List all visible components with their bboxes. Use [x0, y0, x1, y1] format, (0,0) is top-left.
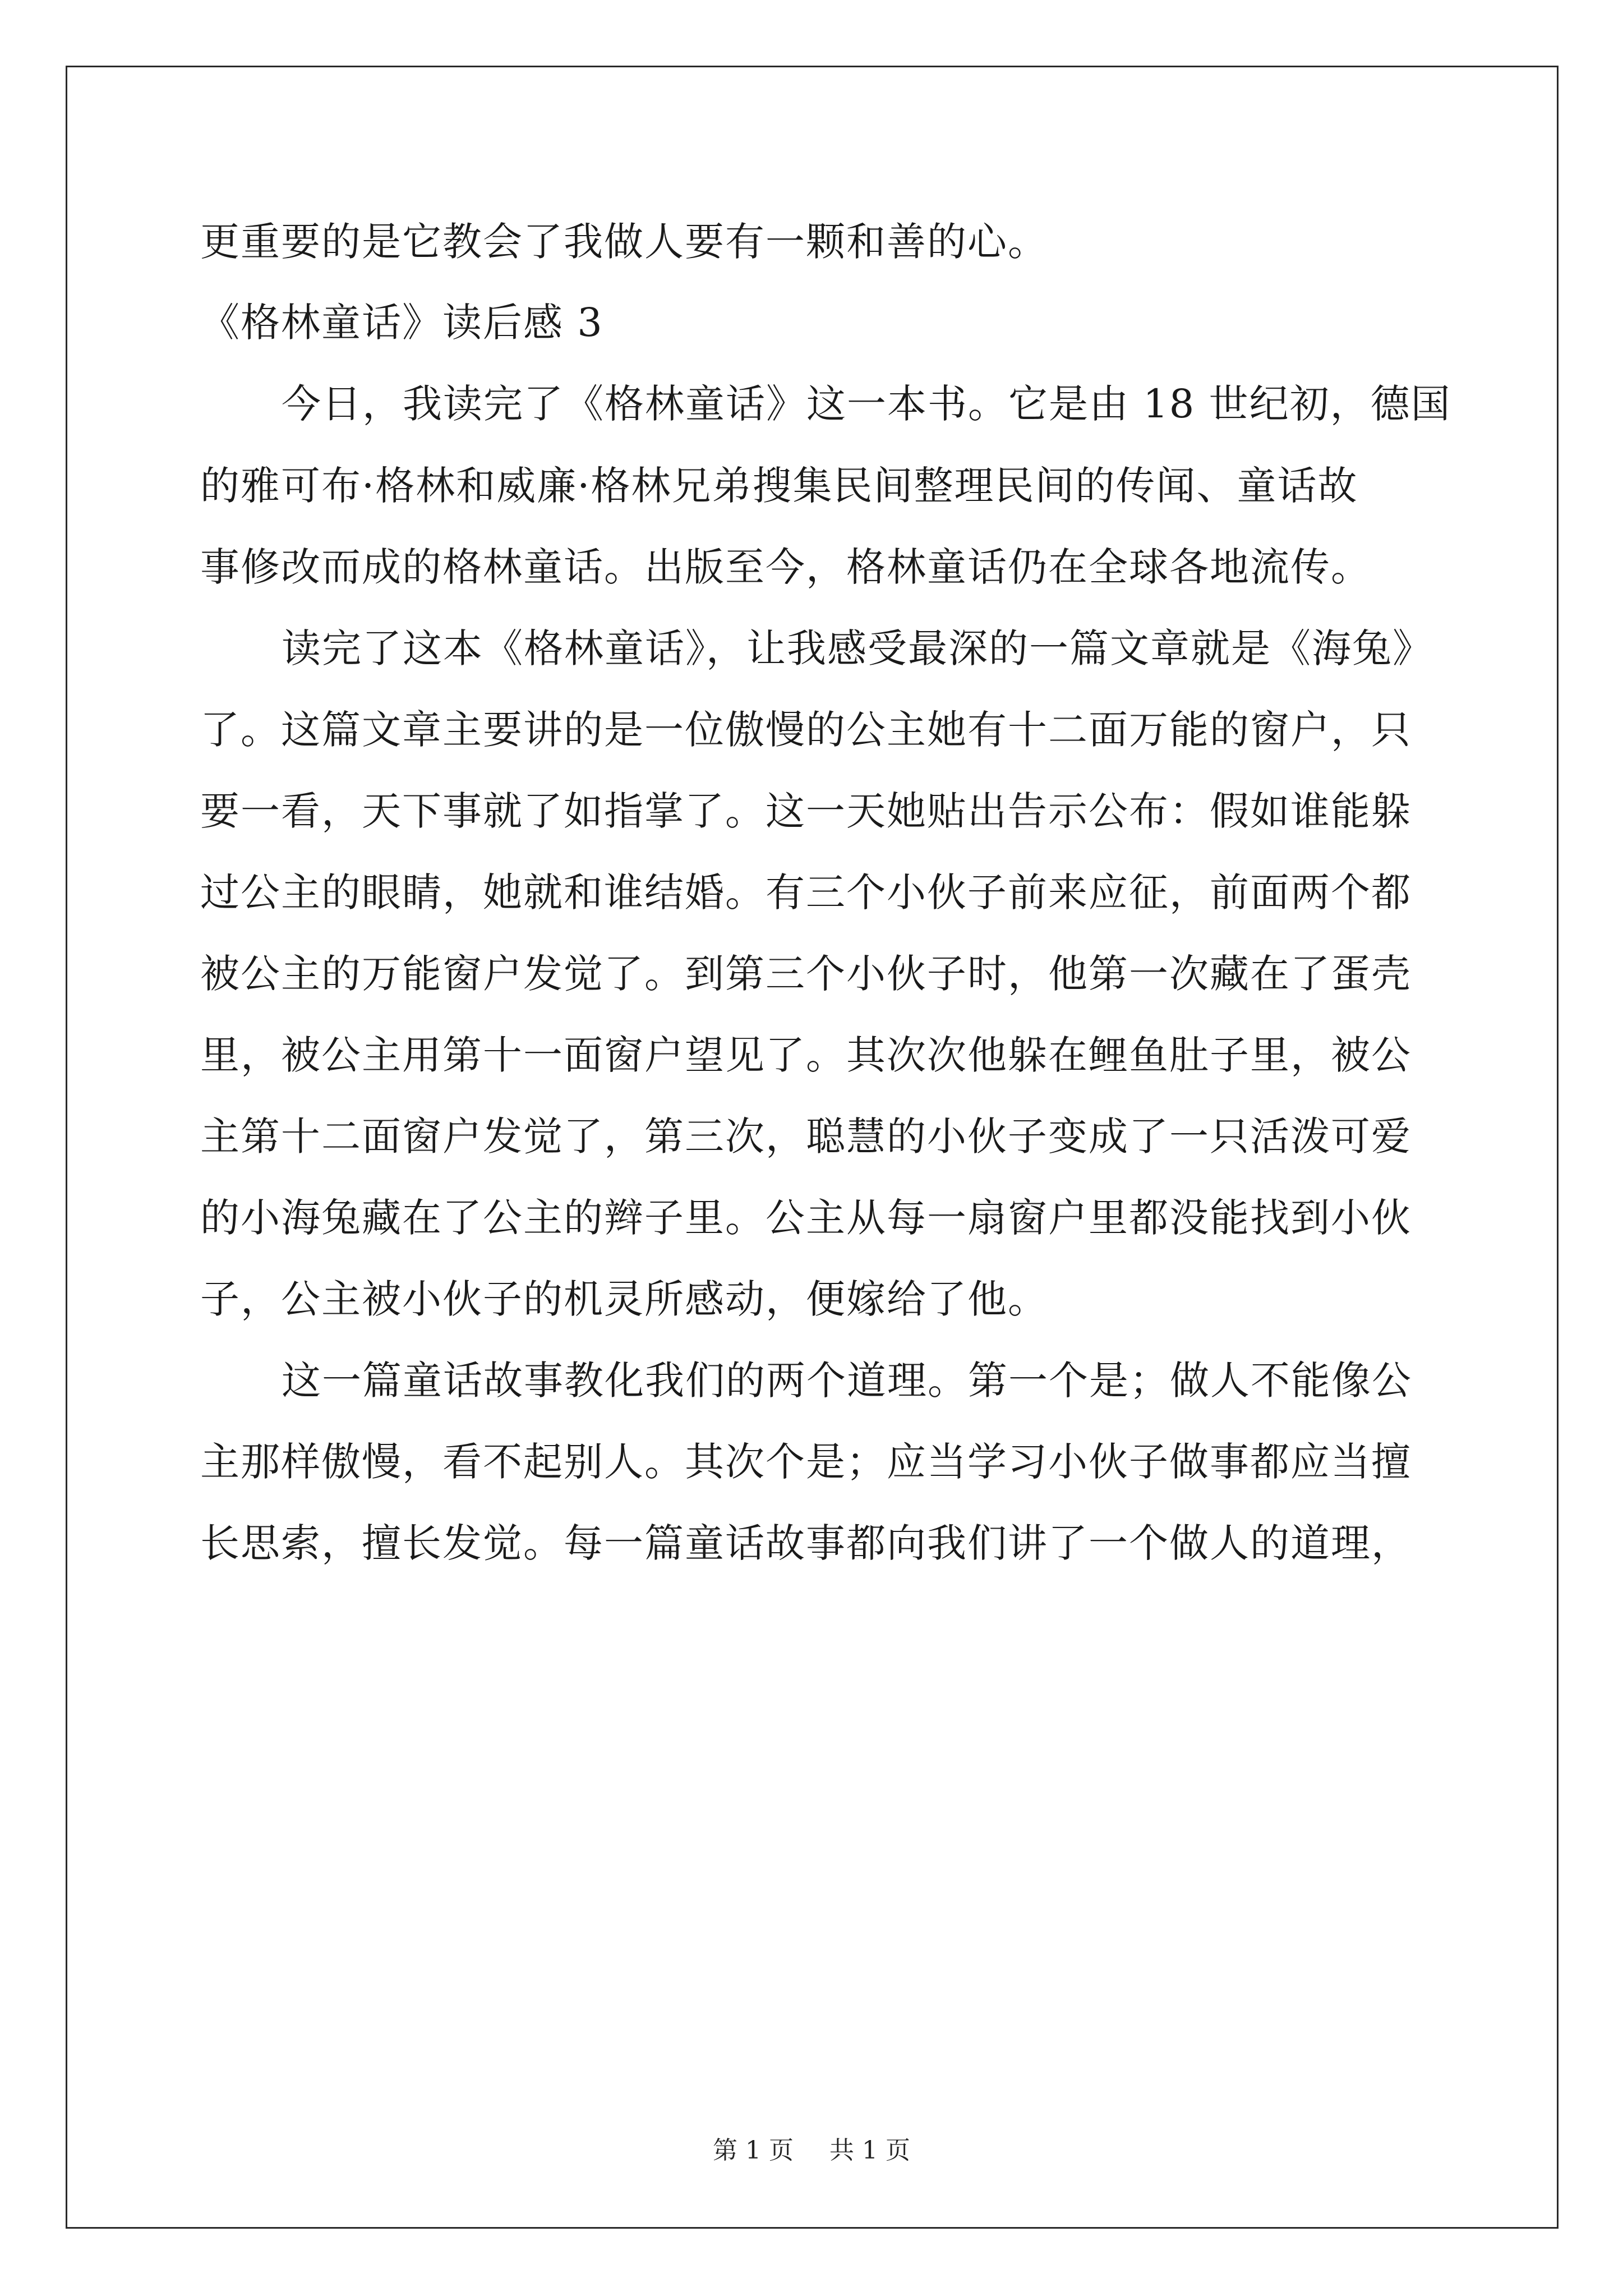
body-line: 更重要的是它教会了我做人要有一颗和善的心。: [200, 219, 1048, 265]
body-line: 今日，我读完了《格林童话》这一本书。它是由 18 世纪初，德国: [282, 381, 1451, 427]
body-line: 了。这篇文章主要讲的是一位傲慢的公主她有十二面万能的窗户，只: [200, 707, 1412, 753]
body-line: 长思索，擅长发觉。每一篇童话故事都向我们讲了一个做人的道理，: [200, 1520, 1412, 1566]
body-line: 主第十二面窗户发觉了，第三次，聪慧的小伙子变成了一只活泼可爱: [200, 1114, 1412, 1159]
body-line: 主那样傲慢，看不起别人。其次个是；应当学习小伙子做事都应当擅: [200, 1439, 1412, 1485]
body-line: 要一看，天下事就了如指掌了。这一天她贴出告示公布：假如谁能躲: [200, 788, 1412, 834]
body-line: 里，被公主用第十一面窗户望见了。其次次他躲在鲤鱼肚子里，被公: [200, 1032, 1412, 1078]
body-line: 这一篇童话故事教化我们的两个道理。第一个是；做人不能像公: [282, 1358, 1412, 1404]
page-footer: [0, 2134, 1623, 2168]
section-heading: 《格林童话》读后感 3: [200, 300, 603, 346]
body-line: 被公主的万能窗户发觉了。到第三个小伙子时，他第一次藏在了蛋壳: [200, 951, 1412, 997]
page-number: 第 1 页: [713, 2136, 794, 2165]
body-line: 读完了这本《格林童话》，让我感受最深的一篇文章就是《海兔》: [282, 625, 1433, 671]
body-line: 事修改而成的格林童话。出版至今，格林童话仍在全球各地流传。: [200, 544, 1371, 590]
body-line: 的小海兔藏在了公主的辫子里。公主从每一扇窗户里都没能找到小伙: [200, 1195, 1412, 1241]
page-total: 共 1 页: [829, 2136, 910, 2165]
body-line: 的雅可布·格林和威廉·格林兄弟搜集民间整理民间的传闻、童话故: [200, 463, 1358, 509]
body-line: 过公主的眼睛，她就和谁结婚。有三个小伙子前来应征，前面两个都: [200, 869, 1412, 915]
body-line: 子，公主被小伙子的机灵所感动，便嫁给了他。: [200, 1276, 1048, 1322]
